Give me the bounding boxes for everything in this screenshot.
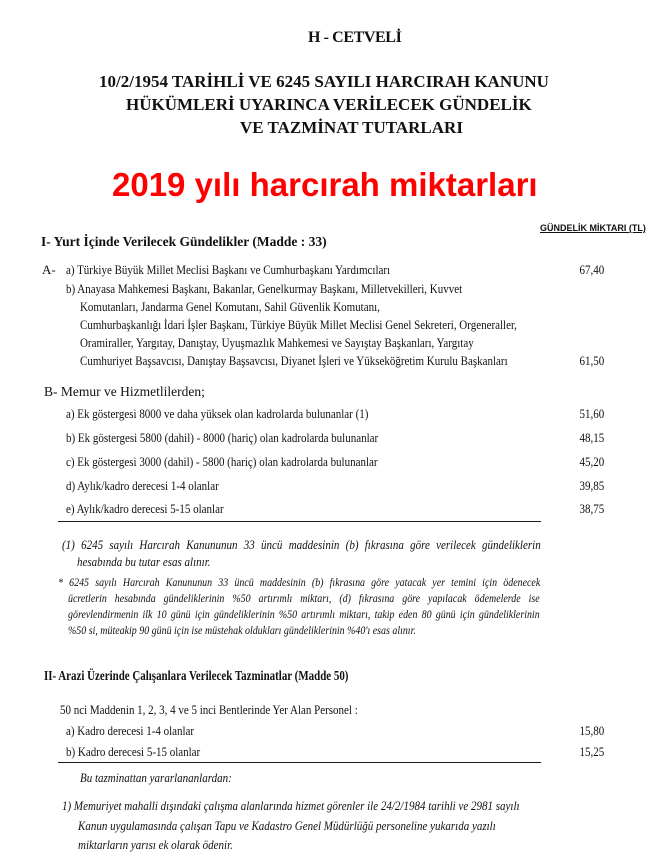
title-line-1: 10/2/1954 TARİHLİ VE 6245 SAYILI HARCIRAH KANUNU [99,72,549,91]
group-a-label: A- [42,262,56,277]
group-b-item: b) Ek göstergesi 5800 (dahil) - 8000 (hariç) olan kadrolarda bulunanlar [66,430,379,445]
amount-value: 67,40 [579,262,604,277]
section-2-intro: 50 nci Maddenin 1, 2, 3, 4 ve 5 inci Bentlerinde Yer Alan Personel : [60,702,358,717]
group-b-item: d) Aylık/kadro derecesi 1-4 olanlar [66,478,219,493]
note-line: ücretlerin hesabında gündeliklerinin %50 artırımlı miktarı, (d) fıkrasına göre yapılacak ödemelerde ise [68,593,540,605]
title-line-2: HÜKÜMLERİ UYARINCA VERİLECEK GÜNDELİK [126,95,532,114]
amount-value: 48,15 [579,430,604,445]
group-a-item-b-line: Cumhuriyet Başsavcısı, Danıştay Başsavcısı, Diyanet İşleri ve Yükseköğretim Kurulu Başkanları [80,353,508,368]
divider-rule [58,521,541,522]
section-2-note-line: Kanun uygulamasında çalışan Tapu ve Kadastro Genel Müdürlüğü personeline yukarıda yazılı [78,819,496,833]
note-line: %50 si, müteakip 90 günü için ise müstehak oldukları gündeliklerinin %40'ı esas alınır. [68,625,416,637]
section-2-item: b) Kadro derecesi 5-15 olanlar [66,744,201,759]
amount-column-header: GÜNDELİK MİKTARI (TL) [540,223,646,233]
group-b-item: c) Ek göstergesi 3000 (dahil) - 5800 (hariç) olan kadrolarda bulunanlar [66,454,378,469]
amount-value: 15,25 [579,744,604,759]
amount-value: 45,20 [579,454,604,469]
section-1-title: I- Yurt İçinde Verilecek Gündelikler (Madde : 33) [41,234,327,249]
amount-value: 38,75 [579,501,604,516]
amount-value: 39,85 [579,478,604,493]
schedule-code: H - CETVELİ [308,29,402,46]
group-b-item: a) Ek göstergesi 8000 ve daha yüksek olan kadrolarda bulunanlar (1) [66,406,369,421]
title-line-3: VE TAZMİNAT TUTARLARI [240,118,463,137]
divider-rule [58,762,541,763]
section-2-item: a) Kadro derecesi 1-4 olanlar [66,723,195,738]
group-a-item-a-line: a) Türkiye Büyük Millet Meclisi Başkanı ve Cumhurbaşkanı Yardımcıları [66,262,391,277]
amount-value: 51,60 [579,406,604,421]
group-b-title: B- Memur ve Hizmetlilerden; [44,384,205,399]
footnote-line: (1) 6245 sayılı Harcırah Kanununun 33 üncü maddesinin (b) fıkrasına göre verilecek gündeliklerin [62,538,541,552]
amount-value: 61,50 [579,353,604,368]
group-a-item-b-line: b) Anayasa Mahkemesi Başkanı, Bakanlar, Genelkurmay Başkanı, Milletvekilleri, Kuvvet [66,281,463,296]
section-2-title: II- Arazi Üzerinde Çalışanlara Verilecek Tazminatlar (Madde 50) [44,668,349,683]
group-a-item-b-line: Oramiraller, Yargıtay, Danıştay, Uyuşmazlık Mahkemesi ve Sayıştay Başkanları, Yargıtay [80,335,474,350]
section-2-note-line: 1) Memuriyet mahalli dışındaki çalışma alanlarında hizmet görenler ile 24/2/1984 tarihli ve 2981 sayılı [62,799,520,813]
amount-value: 15,80 [579,723,604,738]
group-a-item-b-line: Cumhurbaşkanlığı İdari İşler Başkanı, Türkiye Büyük Millet Meclisi Genel Sekreteri, Orgeneraller, [80,317,517,332]
year-heading: 2019 yılı harcırah miktarları [112,166,538,203]
beneficiaries-heading: Bu tazminattan yararlananlardan: [80,771,232,785]
group-b-item: e) Aylık/kadro derecesi 5-15 olanlar [66,501,224,516]
footnote-line: hesabında bu tutar esas alınır. [77,555,211,569]
note-line: * 6245 sayılı Harcırah Kanununun 33 üncü maddesinin (b) fıkrasına göre yatacak yer temini için ödenecek [58,577,541,589]
note-line: görevlendirmenin ilk 10 günü için gündeliklerinin %50 artırımlı miktarı, takip eden 80 günü için gündeliklerinin [68,609,540,621]
group-a-item-b-line: Komutanları, Jandarma Genel Komutanı, Sahil Güvenlik Komutanı, [80,299,380,314]
section-2-note-line: miktarların yarısı ek olarak ödenir. [78,838,233,852]
